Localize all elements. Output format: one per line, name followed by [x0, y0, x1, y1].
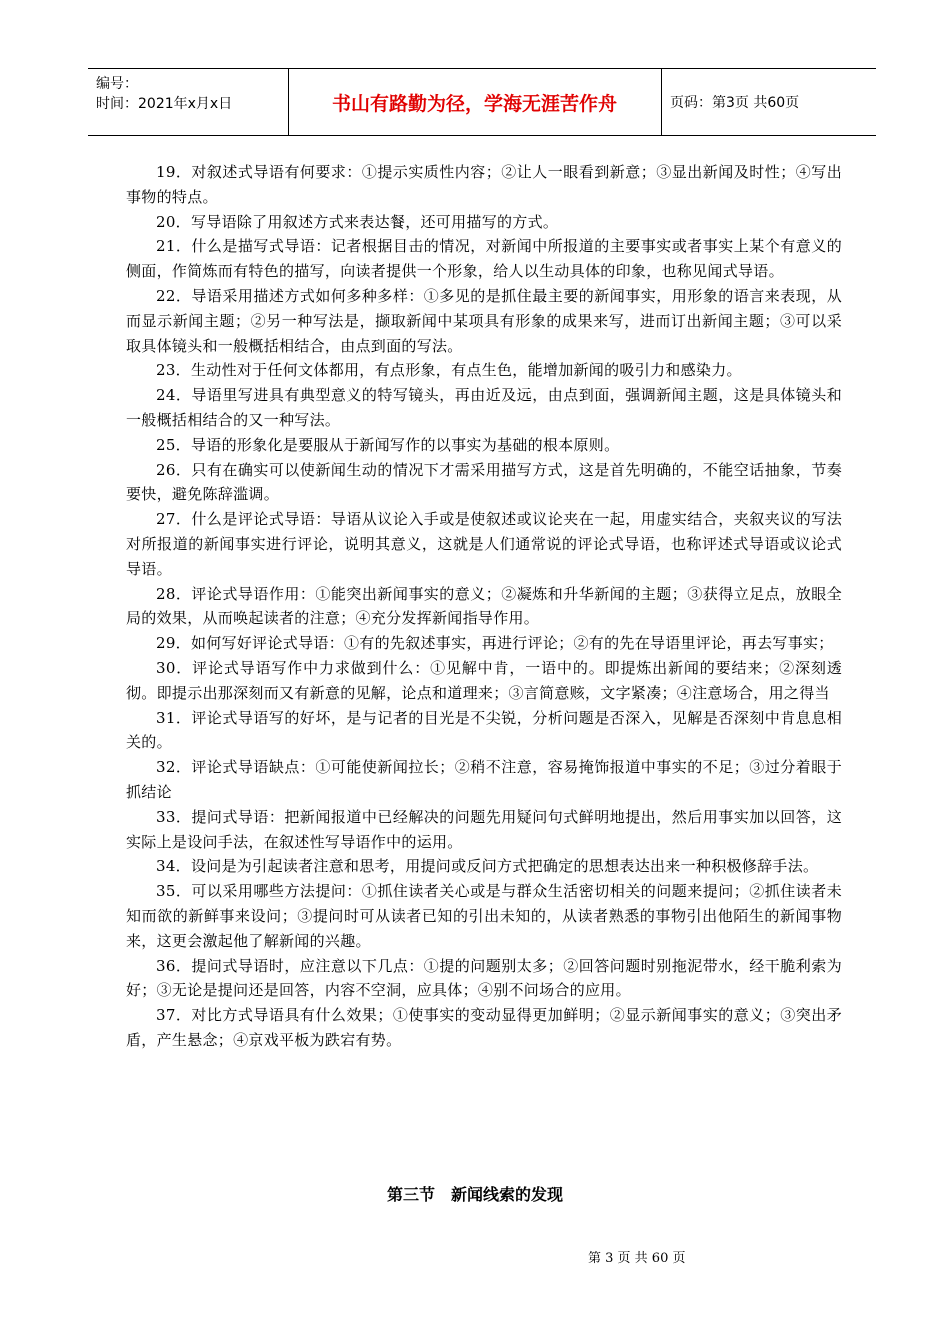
paragraph-27: 27．什么是评论式导语：导语从议论入手或是使叙述或议论夹在一起，用虚实结合，夹叙夹议的写法对所报道的新闻事实进行评论，说明其意义，这就是人们通常说的评论式导语，也称评述式导语或议论式导语。 — [126, 510, 842, 578]
paragraph-21: 21．什么是描写式导语：记者根据目击的情况，对新闻中所报道的主要事实或者事实上某个有意义的侧面，作简炼而有特色的描写，向读者提供一个形象，给人以生动具体的印象，也称见闻式导语。 — [126, 237, 842, 281]
paragraph-23: 23．生动性对于任何文体都用，有点形象，有点生色，能增加新闻的吸引力和感染力。 — [156, 361, 742, 380]
page-footer: 第 3 页 共 60 页 — [588, 1251, 686, 1266]
paragraph-35: 35．可以采用哪些方法提问：①抓住读者关心或是与群众生活密切相关的问题来提问；②抓住读者未知而欲的新鲜事来设问；③提问时可从读者已知的引出未知的，从读者熟悉的事物引出他陌生的新闻事物来，这更会激起他了解新闻的兴趣。 — [126, 882, 842, 950]
paragraph-37: 37．对比方式导语具有什么效果；①使事实的变动显得更加鲜明；②显示新闻事实的意义；③突出矛盾，产生悬念；④京戏平板为跌宕有势。 — [126, 1006, 842, 1049]
paragraph-24: 24．导语里写进具有典型意义的特写镜头，再由近及远，由点到面，强调新闻主题，这是具体镜头和一般概括相结合的又一种写法。 — [126, 386, 842, 429]
paragraph-36: 36．提问式导语时，应注意以下几点：①提的问题别太多；②回答问题时别拖泥带水，经干脆利索为好；③无论是提问还是回答，内容不空洞，应具体；④别不问场合的应用。 — [126, 956, 842, 1000]
header-number-label: 编号： — [96, 76, 138, 92]
paragraph-20: 20．写导语除了用叙述方式来表达餐，还可用描写的方式。 — [156, 212, 559, 231]
header-page-label: 页码：第3页 共60页 — [670, 95, 800, 111]
paragraph-19: 19．对叙述式导语有何要求：①提示实质性内容；②让人一眼看到新意；③显出新闻及时性；④写出事物的特点。 — [126, 163, 842, 206]
paragraph-22: 22．导语采用描述方式如何多种多样：①多见的是抓住最主要的新闻事实，用形象的语言来表现，从而显示新闻主题；②另一种写法是，撷取新闻中某项具有形象的成果来写，进而订出新闻主题；③可以采取具体镜头和一般概括相结合，由点到面的写法。 — [126, 286, 842, 355]
paragraph-28: 28．评论式导语作用：①能突出新闻事实的意义；②凝炼和升华新闻的主题；③获得立足点，放眼全局的效果，从而唤起读者的注意；④充分发挥新闻指导作用。 — [126, 584, 842, 628]
header-time-label: 时间：2021年x月x日 — [96, 96, 233, 112]
body-text — [126, 160, 842, 1053]
paragraph-33: 33．提问式导语：把新闻报道中已经解决的问题先用疑问句式鲜明地提出，然后用事实加以回答，这实际上是设问手法，在叙述性写导语作中的运用。 — [126, 807, 842, 851]
paragraph-25: 25．导语的形象化是要服从于新闻写作的以事实为基础的根本原则。 — [156, 435, 620, 454]
paragraph-32: 32．评论式导语缺点：①可能使新闻拉长；②稍不注意，容易掩饰报道中事实的不足；③过分着眼于抓结论 — [126, 758, 842, 801]
paragraph-34: 34．设问是为引起读者注意和思考，用提问或反问方式把确定的思想表达出来一种积极修辞手法。 — [156, 857, 819, 876]
paragraph-29: 29．如何写好评论式导语：①有的先叙述事实，再进行评论；②有的先在导语里评论，再去写事实； — [156, 634, 834, 653]
header-motto: 书山有路勤为径，学海无涯苦作舟 — [331, 92, 617, 115]
header-divider-right — [661, 68, 662, 136]
paragraph-30: 30．评论式导语写作中力求做到什么：①见解中肯，一语中的。即提炼出新闻的要结来；②深刻透彻。即提示出那深刻而又有新意的见解，论点和道理来；③言简意赅，文字紧凑；④注意场合，用之得当 — [126, 658, 842, 702]
paragraph-31: 31．评论式导语写的好坏，是与记者的目光是不尖锐，分析问题是否深入，见解是否深刻中肯息息相关的。 — [126, 708, 842, 752]
header-meta — [96, 74, 232, 114]
paragraph-26: 26．只有在确实可以使新闻生动的情况下才需采用描写方式，这是首先明确的，不能空话抽象，节奏要快，避免陈辞滥调。 — [126, 460, 842, 504]
section-title: 第三节 新闻线索的发现 — [386, 1185, 563, 1204]
